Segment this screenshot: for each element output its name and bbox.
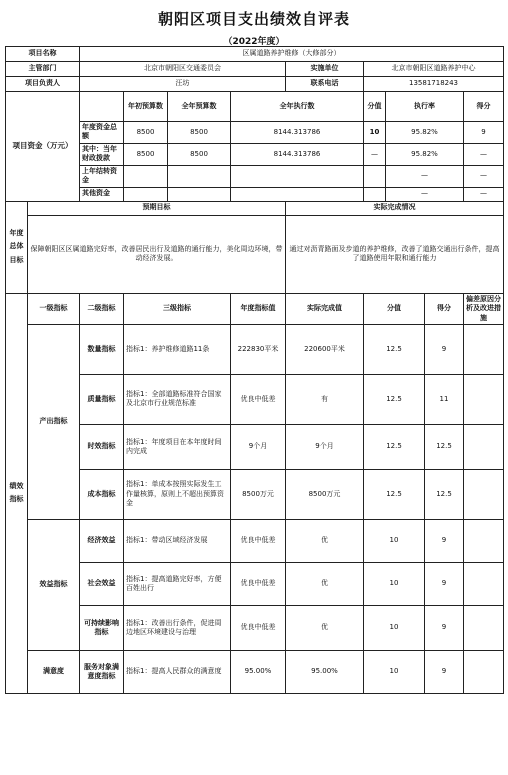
lvl2-cell: 成本指标 xyxy=(80,469,124,519)
note-cell xyxy=(464,650,504,693)
table-row xyxy=(6,650,504,693)
dept-value: 北京市朝阳区交通委员会 xyxy=(80,62,286,77)
actual-value-header: 实际完成值 xyxy=(286,293,364,324)
cell: — xyxy=(464,143,504,165)
cell: — xyxy=(464,187,504,201)
lvl1-cell: 产出指标 xyxy=(28,324,80,519)
lvl2-cell: 社会效益 xyxy=(80,562,124,605)
table-row xyxy=(6,519,504,562)
phone-label: 联系电话 xyxy=(286,77,364,92)
lvl3-cell: 指标1：带动区域经济发展 xyxy=(124,519,231,562)
lvl2-cell: 经济效益 xyxy=(80,519,124,562)
cell: 有 xyxy=(286,374,364,424)
funds-row-label: 上年结转资金 xyxy=(80,165,124,187)
cell: 11 xyxy=(425,374,464,424)
lvl1-cell: 效益指标 xyxy=(28,519,80,650)
lvl2-cell: 数量指标 xyxy=(80,324,124,374)
table-row xyxy=(6,424,504,469)
owner-label: 项目负责人 xyxy=(6,77,80,92)
executed-header: 全年执行数 xyxy=(231,92,364,122)
cell: — xyxy=(386,165,464,187)
row-project-name xyxy=(6,47,504,62)
table-row xyxy=(6,187,504,201)
cell: 优良中低差 xyxy=(231,562,286,605)
table-row xyxy=(6,143,504,165)
row-goals-header xyxy=(6,201,504,215)
expected-header: 预期目标 xyxy=(28,201,286,215)
cell: 12.5 xyxy=(425,469,464,519)
cell: 8500 xyxy=(124,122,168,144)
lvl3-cell: 指标1：年度项目在本年度时间内完成 xyxy=(124,424,231,469)
cell: 12.5 xyxy=(364,324,425,374)
cell: 9 xyxy=(425,562,464,605)
score-header-2: 得分 xyxy=(425,293,464,324)
lvl3-cell: 指标1：改善出行条件，促进周边地区环境建设与治理 xyxy=(124,605,231,650)
cell: 优 xyxy=(286,562,364,605)
goals-label: 年度总体目标 xyxy=(6,201,28,293)
indicators-label: 绩效指标 xyxy=(6,293,28,693)
cell: 9个月 xyxy=(231,424,286,469)
cell: 优良中低差 xyxy=(231,519,286,562)
page-title: 朝阳区项目支出绩效自评表 xyxy=(157,10,350,28)
cell: 95.00% xyxy=(231,650,286,693)
table-row xyxy=(6,324,504,374)
lvl3-header: 三级指标 xyxy=(124,293,231,324)
note-cell xyxy=(464,424,504,469)
actual-header: 实际完成情况 xyxy=(286,201,504,215)
lvl3-cell: 指标1：单成本按照实际发生工作量核算，原则上不超出预算资金 xyxy=(124,469,231,519)
cell: 10 xyxy=(364,650,425,693)
cell: 优 xyxy=(286,519,364,562)
dept-label: 主管部门 xyxy=(6,62,80,77)
cell: 8500万元 xyxy=(286,469,364,519)
cell xyxy=(364,187,386,201)
table-row xyxy=(6,165,504,187)
lvl3-cell: 指标1：提高人民群众的满意度 xyxy=(124,650,231,693)
row-goals xyxy=(6,215,504,293)
phone-value: 13581718243 xyxy=(364,77,504,92)
cell: 95.82% xyxy=(386,122,464,144)
lvl2-cell: 质量指标 xyxy=(80,374,124,424)
table-row xyxy=(6,122,504,144)
note-cell xyxy=(464,469,504,519)
cell: 优良中低差 xyxy=(231,605,286,650)
cell: 95.82% xyxy=(386,143,464,165)
cell: 优良中低差 xyxy=(231,374,286,424)
cell: 12.5 xyxy=(364,424,425,469)
cell: 9 xyxy=(425,519,464,562)
page-subtitle: （2022年度） xyxy=(223,37,285,47)
table-row xyxy=(6,374,504,424)
project-name-value: 区属道路养护维修（大修部分） xyxy=(80,47,504,62)
impl-label: 实施单位 xyxy=(286,62,364,77)
cell xyxy=(168,187,231,201)
lvl3-cell: 指标1：提高道路完好率，方便百姓出行 xyxy=(124,562,231,605)
row-owner xyxy=(6,77,504,92)
cell: 8500 xyxy=(168,143,231,165)
evaluation-table xyxy=(5,46,504,694)
lvl1-header: 一级指标 xyxy=(28,293,80,324)
note-cell xyxy=(464,324,504,374)
expected-goal: 保障朝阳区区属道路完好率，改善居民出行及道路的通行能力，美化周边环境，带动经济发展。 xyxy=(28,215,286,293)
cell: 12.5 xyxy=(364,374,425,424)
cell: 优 xyxy=(286,605,364,650)
row-funds-header xyxy=(6,92,504,122)
score-full-header-2: 分值 xyxy=(364,293,425,324)
lvl1-cell: 满意度 xyxy=(28,650,80,693)
impl-value: 北京市朝阳区道路养护中心 xyxy=(364,62,504,77)
cell: 220600平米 xyxy=(286,324,364,374)
cell: 9 xyxy=(425,324,464,374)
lvl2-cell: 服务对象满意度指标 xyxy=(80,650,124,693)
cell: — xyxy=(464,165,504,187)
cell: — xyxy=(364,143,386,165)
cell xyxy=(231,165,364,187)
note-header: 偏差原因分析及改进措施 xyxy=(464,293,504,324)
cell xyxy=(231,187,364,201)
cell: 10 xyxy=(364,519,425,562)
project-name-label: 项目名称 xyxy=(6,47,80,62)
funds-label: 项目资金（万元） xyxy=(6,92,80,202)
cell xyxy=(124,165,168,187)
score-full-header: 分值 xyxy=(364,92,386,122)
cell: 10 xyxy=(364,122,386,144)
funds-row-label: 其他资金 xyxy=(80,187,124,201)
lvl2-cell: 可持续影响指标 xyxy=(80,605,124,650)
cell: 8500 xyxy=(168,122,231,144)
note-cell xyxy=(464,519,504,562)
cell: 9 xyxy=(464,122,504,144)
budget-full-header: 全年预算数 xyxy=(168,92,231,122)
cell: — xyxy=(386,187,464,201)
budget-begin-header: 年初预算数 xyxy=(124,92,168,122)
cell xyxy=(364,165,386,187)
cell: 95.00% xyxy=(286,650,364,693)
lvl2-header: 二级指标 xyxy=(80,293,124,324)
row-dept xyxy=(6,62,504,77)
cell: 8144.313786 xyxy=(231,122,364,144)
cell: 222830平米 xyxy=(231,324,286,374)
target-header: 年度指标值 xyxy=(231,293,286,324)
funds-row-label: 年度资金总额 xyxy=(80,122,124,144)
lvl3-cell: 指标1：养护维修道路11条 xyxy=(124,324,231,374)
cell: 10 xyxy=(364,605,425,650)
cell: 9 xyxy=(425,605,464,650)
cell: 12.5 xyxy=(425,424,464,469)
cell: 8500 xyxy=(124,143,168,165)
cell: 8500万元 xyxy=(231,469,286,519)
cell: 9 xyxy=(425,650,464,693)
lvl3-cell: 指标1：全部道路标准符合国家及北京市行业规范标准 xyxy=(124,374,231,424)
cell: 9个月 xyxy=(286,424,364,469)
owner-value: 汪坊 xyxy=(80,77,286,92)
rate-header: 执行率 xyxy=(386,92,464,122)
score-header: 得分 xyxy=(464,92,504,122)
table-row xyxy=(6,605,504,650)
cell: 12.5 xyxy=(364,469,425,519)
note-cell xyxy=(464,562,504,605)
lvl2-cell: 时效指标 xyxy=(80,424,124,469)
note-cell xyxy=(464,605,504,650)
cell xyxy=(168,165,231,187)
actual-goal: 通过对沥青路面及步道的养护维修，改善了道路交通出行条件，提高了道路使用年限和通行能力 xyxy=(286,215,504,293)
cell xyxy=(124,187,168,201)
table-row xyxy=(6,562,504,605)
table-row xyxy=(6,469,504,519)
funds-row-label: 其中：当年财政拨款 xyxy=(80,143,124,165)
cell: 10 xyxy=(364,562,425,605)
cell: 8144.313786 xyxy=(231,143,364,165)
row-indicator-header xyxy=(6,293,504,309)
note-cell xyxy=(464,374,504,424)
